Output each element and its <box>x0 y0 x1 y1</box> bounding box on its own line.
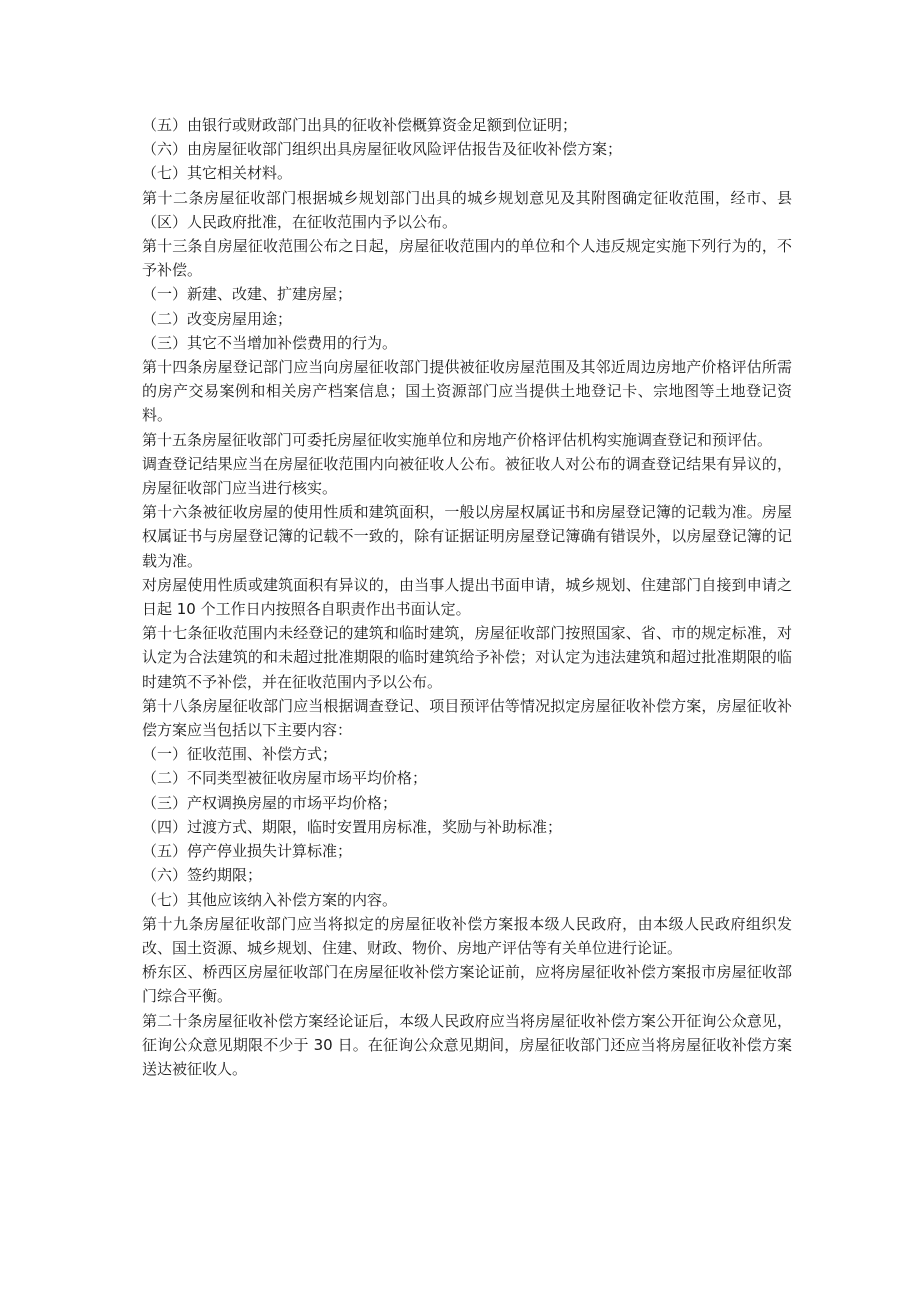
paragraph: 第十五条房屋征收部门可委托房屋征收实施单位和房地产价格评估机构实施调查登记和预评估。 <box>142 430 773 449</box>
paragraph: 第十六条被征收房屋的使用性质和建筑面积，一般以房屋权属证书和房屋登记簿的记载为准。房屋权属证书与房屋登记簿的记载不一致的，除有证据证明房屋登记簿确有错误外，以房屋登记簿的记载为准。 <box>142 503 792 570</box>
paragraph: （三）产权调换房屋的市场平均价格； <box>142 793 398 812</box>
paragraph: （一）新建、改建、扩建房屋； <box>142 285 353 304</box>
paragraph: （五）由银行或财政部门出具的征收补偿概算资金足额到位证明； <box>142 116 578 134</box>
paragraph: （四）过渡方式、期限，临时安置用房标准，奖励与补助标准； <box>142 817 563 836</box>
paragraph: （二）改变房屋用途； <box>142 309 293 328</box>
paragraph: （五）停产停业损失计算标准； <box>142 842 353 861</box>
paragraph: 第十二条房屋征收部门根据城乡规划部门出具的城乡规划意见及其附图确定征收范围，经市、县（区）人民政府批准，在征收范围内予以公布。 <box>142 188 792 231</box>
paragraph: 第十四条房屋登记部门应当向房屋征收部门提供被征收房屋范围及其邻近周边房地产价格评估所需的房产交易案例和相关房产档案信息；国土资源部门应当提供土地登记卡、宗地图等土地登记资料。 <box>142 358 792 425</box>
paragraph: 第十八条房屋征收部门应当根据调查登记、项目预评估等情况拟定房屋征收补偿方案，房屋征收补偿方案应当包括以下主要内容： <box>142 696 792 740</box>
paragraph: 第十九条房屋征收部门应当将拟定的房屋征收补偿方案报本级人民政府，由本级人民政府组织发改、国土资源、城乡规划、住建、财政、物价、房地产评估等有关单位进行论证。 <box>142 914 792 957</box>
paragraph: （六）签约期限； <box>142 866 263 885</box>
document-body <box>142 113 792 1081</box>
paragraph: （二）不同类型被征收房屋市场平均价格； <box>142 769 428 788</box>
paragraph: 桥东区、桥西区房屋征收部门在房屋征收补偿方案论证前，应将房屋征收补偿方案报市房屋征收部门综合平衡。 <box>142 963 792 1006</box>
paragraph: （七）其它相关材料。 <box>142 164 293 183</box>
paragraph: 对房屋使用性质或建筑面积有异议的，由当事人提出书面申请，城乡规划、住建部门自接到申请之日起 10 个工作日内按照各自职责作出书面认定。 <box>142 575 792 619</box>
paragraph: （一）征收范围、补偿方式； <box>142 745 338 764</box>
paragraph: （三）其它不当增加补偿费用的行为。 <box>142 333 398 352</box>
paragraph: （六）由房屋征收部门组织出具房屋征收风险评估报告及征收补偿方案； <box>142 140 623 159</box>
paragraph: 第二十条房屋征收补偿方案经论证后，本级人民政府应当将房屋征收补偿方案公开征询公众意见，征询公众意见期限不少于 30 日。在征询公众意见期间，房屋征收部门还应当将房屋征收补偿方案送达被征收人。 <box>142 1011 792 1078</box>
paragraph: 第十三条自房屋征收范围公布之日起，房屋征收范围内的单位和个人违反规定实施下列行为的，不予补偿。 <box>142 237 792 280</box>
paragraph: （七）其他应该纳入补偿方案的内容。 <box>142 890 398 909</box>
paragraph: 第十七条征收范围内未经登记的建筑和临时建筑，房屋征收部门按照国家、省、市的规定标准，对认定为合法建筑的和未超过批准期限的临时建筑给予补偿；对认定为违法建筑和超过批准期限的临时建筑不予补偿，并在征收范围内予以公布。 <box>142 624 792 691</box>
paragraph: 调查登记结果应当在房屋征收范围内向被征收人公布。被征收人对公布的调查登记结果有异议的，房屋征收部门应当进行核实。 <box>142 454 792 498</box>
